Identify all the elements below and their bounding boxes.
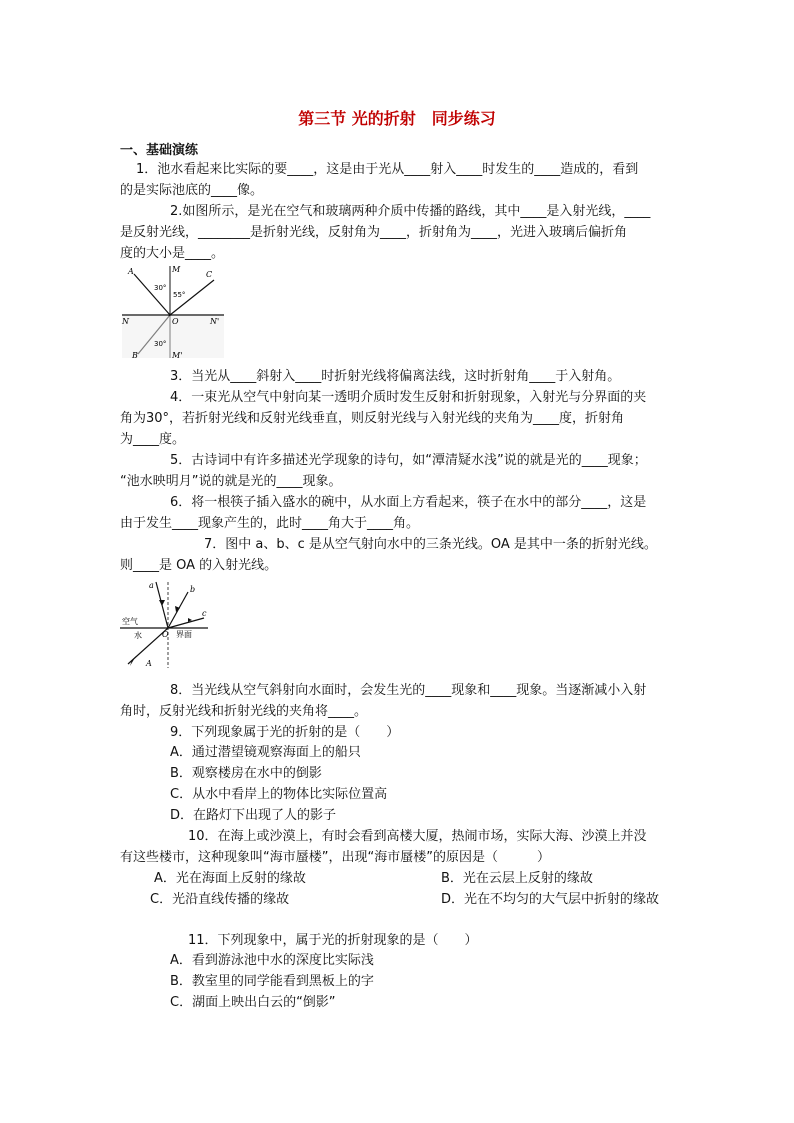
q11-option-c: C．湖面上映出白云的“倒影” xyxy=(170,995,336,1010)
page-title: 第三节 光的折射 同步练习 xyxy=(298,109,496,128)
label-c: c xyxy=(202,609,207,618)
q10-option-c: C．光沿直线传播的缘故 xyxy=(150,892,290,907)
q10-option-d: D．光在不均匀的大气层中折射的缘故 xyxy=(441,892,660,907)
q10-line2: 有这些楼市，这种现象叫“海市蜃楼”，出现“海市蜃楼”的原因是（ ） xyxy=(120,850,550,865)
label-C: C xyxy=(206,270,213,279)
label-M-prime: M' xyxy=(172,351,183,360)
q9-option-b: B．观察楼房在水中的倒影 xyxy=(170,766,322,781)
q10-option-b: B．光在云层上反射的缘故 xyxy=(441,871,593,886)
label-N-prime: N' xyxy=(210,317,220,326)
q1-line1: 1．池水看起来比实际的要____，这是由于光从____射入____时发生的____造成的，看到 xyxy=(136,162,639,177)
label-A: A xyxy=(146,659,152,668)
label-A: A xyxy=(128,267,134,276)
q7-line1: 7．图中 a、b、c 是从空气射向水中的三条光线。OA 是其中一条的折射光线。 xyxy=(204,537,657,552)
label-interface: 界面 xyxy=(176,630,192,639)
q11-option-a: A．看到游泳池中水的深度比实际浅 xyxy=(170,953,374,968)
q2-line2: 是反射光线，________是折射光线，反射角为____，折射角为____，光进入玻璃后偏折角 xyxy=(120,225,628,240)
q9-option-a: A．通过潜望镜观察海面上的船只 xyxy=(170,745,361,760)
q4-line1: 4．一束光从空气中射向某一透明介质时发生反射和折射现象，入射光与分界面的夹 xyxy=(170,390,647,405)
angle-55: 55° xyxy=(173,291,186,299)
label-air: 空气 xyxy=(122,617,138,626)
label-O: O xyxy=(172,317,179,326)
label-N: N xyxy=(122,317,129,326)
q4-line2: 角为30°，若折射光线和反射光线垂直，则反射光线与入射光线的夹角为____度，折射角 xyxy=(120,411,625,426)
q9-stem: 9．下列现象属于光的折射的是（ ） xyxy=(170,725,400,740)
section-heading: 一、基础演练 xyxy=(120,143,199,158)
q3-line: 3．当光从____斜射入____时折射光线将偏离法线，这时折射角____于入射角。 xyxy=(170,369,621,384)
q4-line3: 为____度。 xyxy=(120,432,186,447)
refraction-diagram-2 xyxy=(118,578,210,670)
label-B: B xyxy=(132,351,138,360)
q2-line3: 度的大小是____。 xyxy=(120,246,225,261)
angle-30-top: 30° xyxy=(154,284,167,292)
q9-option-d: D．在路灯下出现了人的影子 xyxy=(170,808,337,823)
label-b: b xyxy=(190,585,196,594)
q5-line1: 5．古诗词中有许多描述光学现象的诗句，如“潭清疑水浅”说的就是光的____现象； xyxy=(170,453,647,468)
angle-30-bottom: 30° xyxy=(154,340,167,348)
label-O: O xyxy=(162,630,169,639)
q11-stem: 11．下列现象中，属于光的折射现象的是（ ） xyxy=(188,933,478,948)
label-M: M xyxy=(172,265,181,274)
q5-line2: “池水映明月”说的就是光的____现象。 xyxy=(120,474,342,489)
q10-line1: 10．在海上或沙漠上，有时会看到高楼大厦，热闹市场，实际大海、沙漠上并没 xyxy=(188,829,647,844)
q6-line1: 6．将一根筷子插入盛水的碗中，从水面上方看起来，筷子在水中的部分____，这是 xyxy=(170,495,647,510)
q1-line2: 的是实际池底的____像。 xyxy=(120,183,264,198)
label-water: 水 xyxy=(134,631,142,640)
refraction-diagram-1 xyxy=(118,262,228,362)
label-a: a xyxy=(149,581,154,590)
q2-line1: 2.如图所示，是光在空气和玻璃两种介质中传播的路线，其中____是入射光线，____ xyxy=(170,204,651,219)
q6-line2: 由于发生____现象产生的，此时____角大于____角。 xyxy=(120,516,420,531)
q11-option-b: B．教室里的同学能看到黑板上的字 xyxy=(170,974,374,989)
q10-option-a: A．光在海面上反射的缘故 xyxy=(154,871,306,886)
q8-line2: 角时，反射光线和折射光线的夹角将____。 xyxy=(120,704,368,719)
q9-option-c: C．从水中看岸上的物体比实际位置高 xyxy=(170,787,388,802)
q7-line2: 则____是 OA 的入射光线。 xyxy=(120,558,278,573)
q8-line1: 8．当光线从空气斜射向水面时，会发生光的____现象和____现象。当逐渐减小入射 xyxy=(170,683,647,698)
